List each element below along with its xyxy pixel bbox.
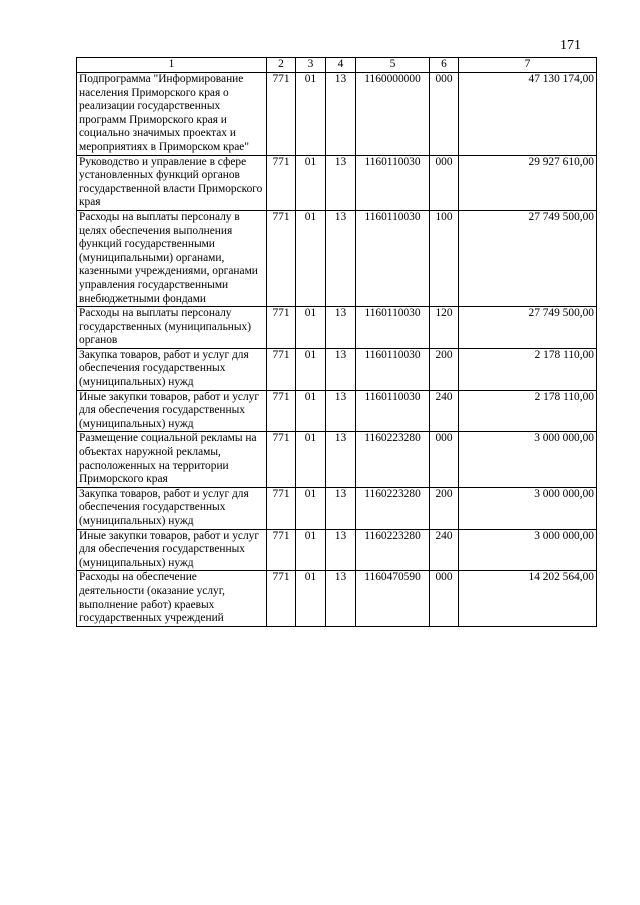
table-row: [77, 155, 597, 210]
section-code: 01: [296, 155, 326, 210]
amount: 27 749 500,00: [459, 307, 597, 349]
subsection-code: 13: [326, 487, 356, 529]
grbs-code: 771: [267, 432, 296, 487]
target-article-code: 1160000000: [356, 73, 430, 156]
amount: 3 000 000,00: [459, 529, 597, 571]
expense-name: Закупка товаров, работ и услуг для обеспечения государственных (муниципальных) нужд: [77, 348, 267, 390]
section-code: 01: [296, 432, 326, 487]
target-article-code: 1160110030: [356, 390, 430, 432]
table-row: [77, 307, 597, 349]
column-header: 4: [326, 58, 356, 73]
table-row: [77, 390, 597, 432]
subsection-code: 13: [326, 348, 356, 390]
expense-name: Подпрограмма "Информирование населения Приморского края о реализации государственных программ Приморского края и социально значимых проектах и мероприятиях в Приморском крае": [77, 73, 267, 156]
grbs-code: 771: [267, 487, 296, 529]
target-article-code: 1160110030: [356, 307, 430, 349]
subsection-code: 13: [326, 210, 356, 306]
subsection-code: 13: [326, 390, 356, 432]
section-code: 01: [296, 348, 326, 390]
table-row: [77, 529, 597, 571]
expense-name: Размещение социальной рекламы на объектах наружной рекламы, расположенных на территории Приморского края: [77, 432, 267, 487]
expense-type-code: 240: [430, 529, 459, 571]
amount: 3 000 000,00: [459, 487, 597, 529]
subsection-code: 13: [326, 307, 356, 349]
grbs-code: 771: [267, 307, 296, 349]
grbs-code: 771: [267, 348, 296, 390]
grbs-code: 771: [267, 73, 296, 156]
expense-type-code: 100: [430, 210, 459, 306]
column-header: 2: [267, 58, 296, 73]
expense-name: Расходы на выплаты персоналу государственных (муниципальных) органов: [77, 307, 267, 349]
section-code: 01: [296, 571, 326, 626]
subsection-code: 13: [326, 73, 356, 156]
column-header: 6: [430, 58, 459, 73]
expense-type-code: 000: [430, 155, 459, 210]
expense-name: Расходы на обеспечение деятельности (оказание услуг, выполнение работ) краевых государственных учреждений: [77, 571, 267, 626]
target-article-code: 1160110030: [356, 348, 430, 390]
target-article-code: 1160223280: [356, 432, 430, 487]
subsection-code: 13: [326, 155, 356, 210]
section-code: 01: [296, 487, 326, 529]
subsection-code: 13: [326, 529, 356, 571]
grbs-code: 771: [267, 390, 296, 432]
section-code: 01: [296, 73, 326, 156]
table-row: [77, 348, 597, 390]
section-code: 01: [296, 210, 326, 306]
expense-type-code: 000: [430, 73, 459, 156]
target-article-code: 1160470590: [356, 571, 430, 626]
section-code: 01: [296, 307, 326, 349]
expense-type-code: 200: [430, 487, 459, 529]
expense-name: Расходы на выплаты персоналу в целях обеспечения выполнения функций государственными (муниципальными) органами, казенными учреждениями, органами управления государственными внебюджетными фондами: [77, 210, 267, 306]
expense-name: Руководство и управление в сфере установленных функций органов государственной власти Приморского края: [77, 155, 267, 210]
table-row: [77, 432, 597, 487]
grbs-code: 771: [267, 210, 296, 306]
grbs-code: 771: [267, 571, 296, 626]
amount: 3 000 000,00: [459, 432, 597, 487]
column-header: 1: [77, 58, 267, 73]
grbs-code: 771: [267, 529, 296, 571]
expense-type-code: 000: [430, 432, 459, 487]
section-code: 01: [296, 390, 326, 432]
expense-name: Закупка товаров, работ и услуг для обеспечения государственных (муниципальных) нужд: [77, 487, 267, 529]
amount: 27 749 500,00: [459, 210, 597, 306]
expense-type-code: 120: [430, 307, 459, 349]
column-header: 5: [356, 58, 430, 73]
amount: 2 178 110,00: [459, 348, 597, 390]
table-row: [77, 210, 597, 306]
expense-type-code: 240: [430, 390, 459, 432]
subsection-code: 13: [326, 432, 356, 487]
column-header: 7: [459, 58, 597, 73]
grbs-code: 771: [267, 155, 296, 210]
target-article-code: 1160223280: [356, 529, 430, 571]
target-article-code: 1160110030: [356, 210, 430, 306]
amount: 29 927 610,00: [459, 155, 597, 210]
subsection-code: 13: [326, 571, 356, 626]
table-row: [77, 487, 597, 529]
expense-type-code: 000: [430, 571, 459, 626]
target-article-code: 1160110030: [356, 155, 430, 210]
expense-name: Иные закупки товаров, работ и услуг для обеспечения государственных (муниципальных) нужд: [77, 390, 267, 432]
amount: 47 130 174,00: [459, 73, 597, 156]
column-header: 3: [296, 58, 326, 73]
budget-table: [76, 57, 597, 627]
amount: 2 178 110,00: [459, 390, 597, 432]
expense-type-code: 200: [430, 348, 459, 390]
amount: 14 202 564,00: [459, 571, 597, 626]
table-header-row: [77, 58, 597, 73]
table-row: [77, 73, 597, 156]
table-row: [77, 571, 597, 626]
page-number: 171: [560, 38, 581, 53]
target-article-code: 1160223280: [356, 487, 430, 529]
expense-name: Иные закупки товаров, работ и услуг для обеспечения государственных (муниципальных) нужд: [77, 529, 267, 571]
section-code: 01: [296, 529, 326, 571]
